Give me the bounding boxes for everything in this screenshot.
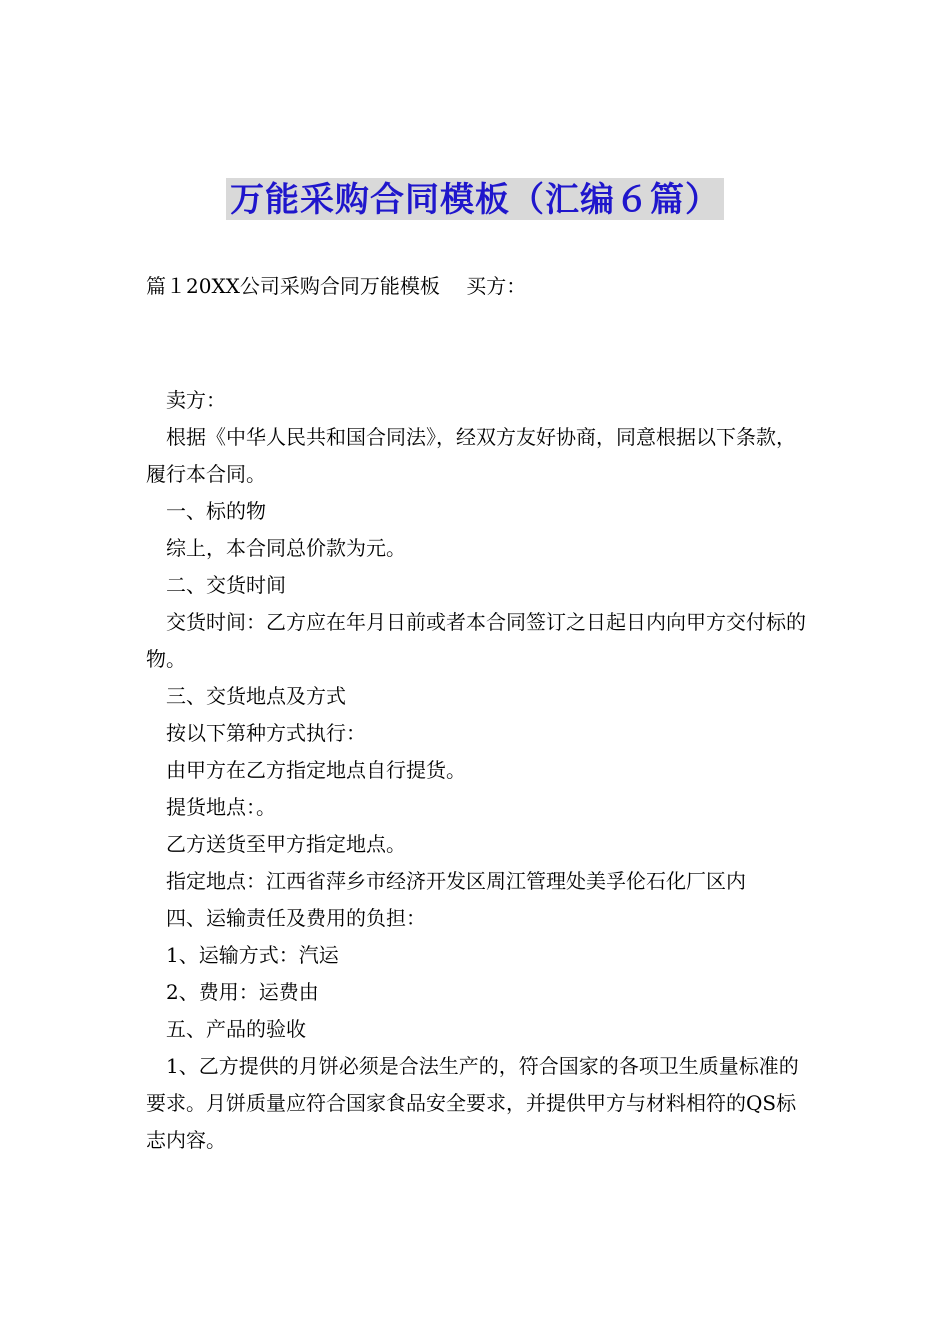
paragraph: 根据《中华人民共和国合同法》，经双方友好协商，同意根据以下条款，履行本合同。	[146, 425, 796, 486]
paragraph: 指定地点：江西省萍乡市经济开发区周江管理处美孚伦石化厂区内	[166, 869, 746, 893]
paragraph: 1、运输方式：汽运	[166, 943, 339, 967]
paragraph: 2、费用：运费由	[166, 980, 319, 1004]
paragraph: 综上，本合同总价款为元。	[166, 536, 406, 560]
document-title: 万能采购合同模板（汇编６篇）	[226, 178, 724, 220]
paragraph: 一、标的物	[166, 499, 266, 523]
section-heading: 篇１20XX公司采购合同万能模板 买方：	[146, 274, 527, 298]
paragraph: 三、交货地点及方式	[166, 684, 346, 708]
document-body	[146, 382, 810, 1159]
paragraph: 卖方：	[166, 388, 226, 412]
paragraph: 二、交货时间	[166, 573, 286, 597]
paragraph: 提货地点：。	[166, 795, 276, 819]
paragraph: 四、运输责任及费用的负担：	[166, 906, 426, 930]
title-container	[0, 178, 950, 220]
paragraph: 交货时间：乙方应在年月日前或者本合同签订之日起日内向甲方交付标的物。	[146, 610, 806, 671]
paragraph: 由甲方在乙方指定地点自行提货。	[166, 758, 466, 782]
paragraph: 1、乙方提供的月饼必须是合法生产的，符合国家的各项卫生质量标准的要求。月饼质量应符合国家食品安全要求，并提供甲方与材料相符的QS标志内容。	[146, 1054, 799, 1152]
paragraph: 五、产品的验收	[166, 1017, 306, 1041]
paragraph: 乙方送货至甲方指定地点。	[166, 832, 406, 856]
paragraph: 按以下第种方式执行：	[166, 721, 366, 745]
